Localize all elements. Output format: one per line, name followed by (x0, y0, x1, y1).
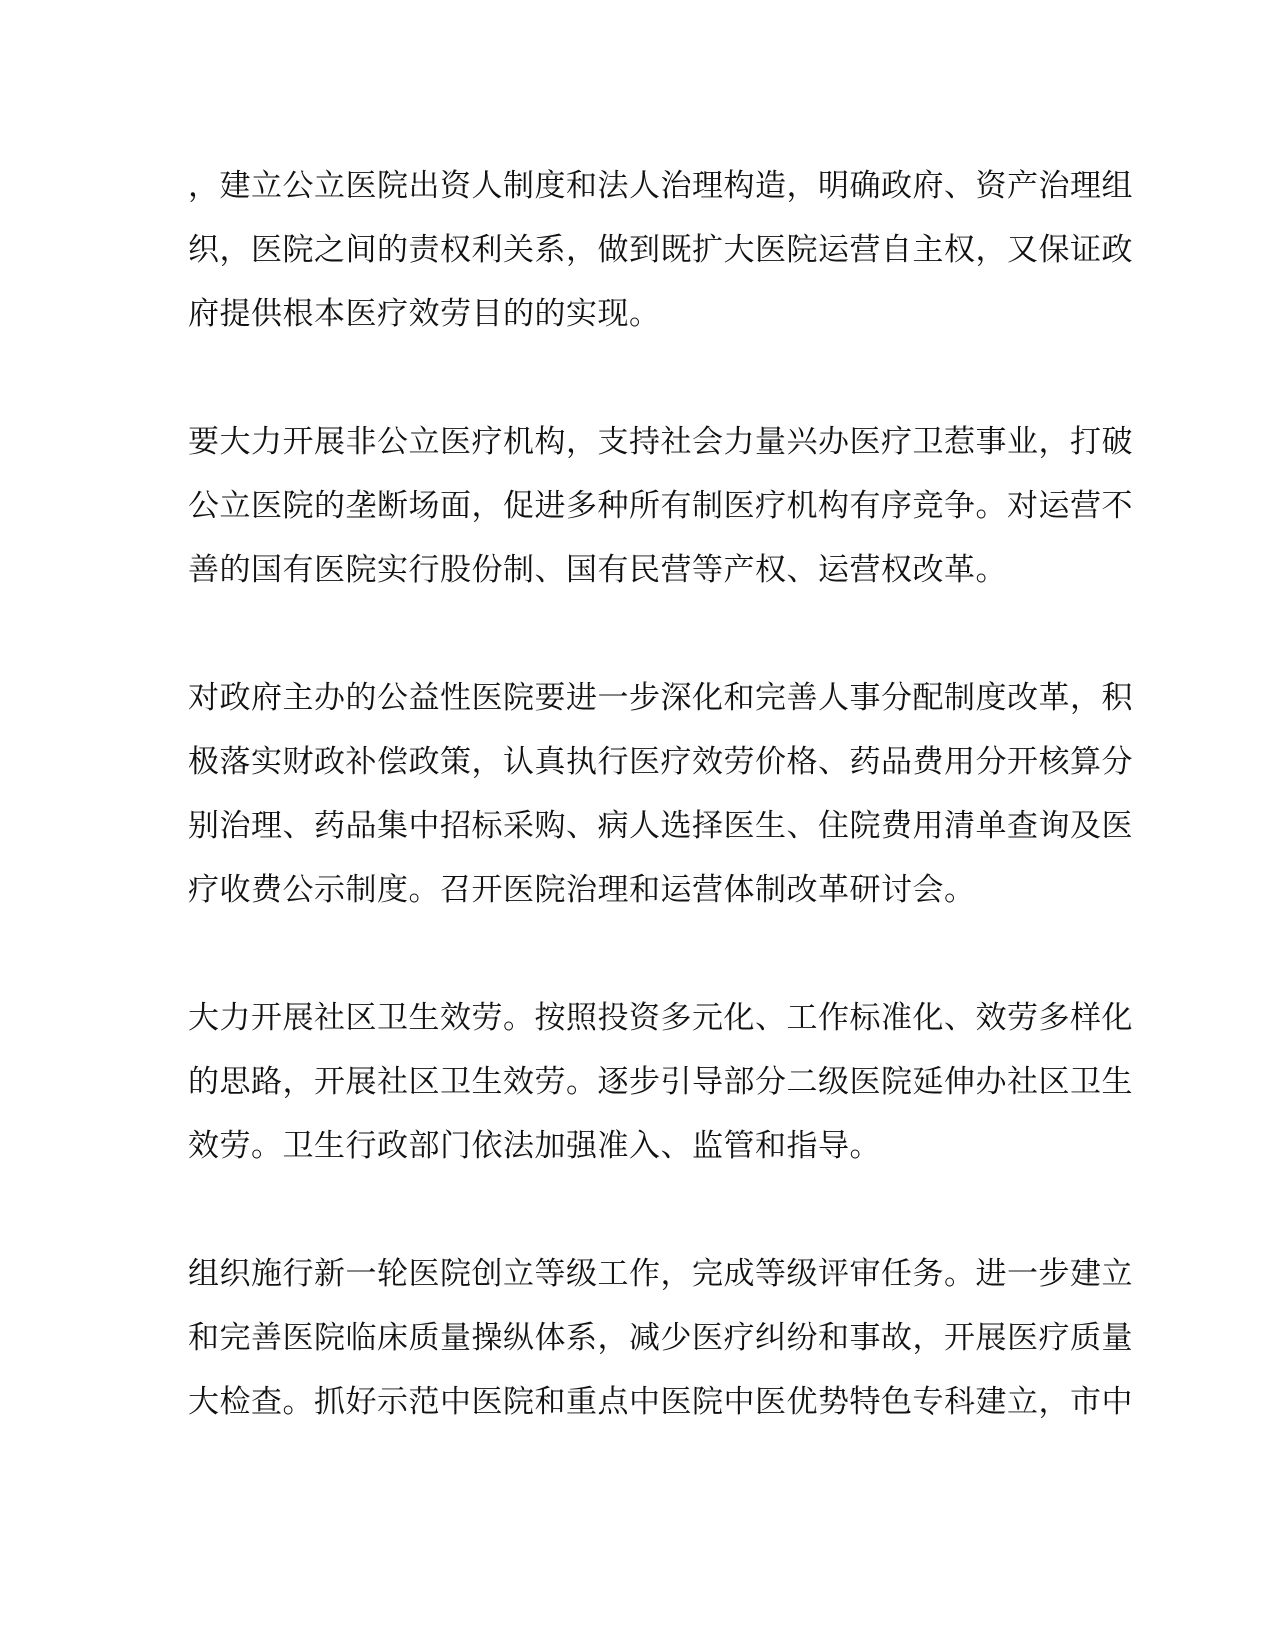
paragraph-3 (188, 666, 1133, 922)
paragraph-line: 效劳。卫生行政部门依法加强准入、监管和指导。 (188, 1128, 881, 1164)
paragraph-line: 大力开展社区卫生效劳。按照投资多元化、工作标准化、效劳多样化 (188, 1000, 1133, 1036)
paragraph-line: 的思路，开展社区卫生效劳。逐步引导部分二级医院延伸办社区卫生 (188, 1064, 1133, 1100)
paragraph-line: 极落实财政补偿政策，认真执行医疗效劳价格、药品费用分开核算分 (188, 744, 1133, 780)
paragraph-line: 对政府主办的公益性医院要进一步深化和完善人事分配制度改革，积 (188, 680, 1133, 716)
paragraph-line: 组织施行新一轮医院创立等级工作，完成等级评审任务。进一步建立 (188, 1256, 1133, 1292)
paragraph-line: 别治理、药品集中招标采购、病人选择医生、住院费用清单查询及医 (188, 808, 1133, 844)
paragraph-line: 善的国有医院实行股份制、国有民营等产权、运营权改革。 (188, 552, 1007, 588)
paragraph-4 (188, 986, 1133, 1178)
paragraph-2 (188, 410, 1133, 602)
paragraph-1 (188, 154, 1133, 346)
paragraph-5 (188, 1242, 1133, 1434)
paragraph-line: 和完善医院临床质量操纵体系，减少医疗纠纷和事故，开展医疗质量 (188, 1320, 1133, 1356)
paragraph-line: 要大力开展非公立医疗机构，支持社会力量兴办医疗卫惹事业，打破 (188, 424, 1133, 460)
paragraph-line: 织，医院之间的责权利关系，做到既扩大医院运营自主权，又保证政 (188, 232, 1133, 268)
paragraph-line: 公立医院的垄断场面，促进多种所有制医疗机构有序竞争。对运营不 (188, 488, 1133, 524)
paragraph-line: 大检查。抓好示范中医院和重点中医院中医优势特色专科建立，市中 (188, 1384, 1133, 1420)
paragraph-line: 疗收费公示制度。召开医院治理和运营体制改革研讨会。 (188, 872, 976, 908)
paragraph-line: 府提供根本医疗效劳目的的实现。 (188, 296, 661, 332)
paragraph-line: ，建立公立医院出资人制度和法人治理构造，明确政府、资产治理组 (188, 168, 1133, 204)
